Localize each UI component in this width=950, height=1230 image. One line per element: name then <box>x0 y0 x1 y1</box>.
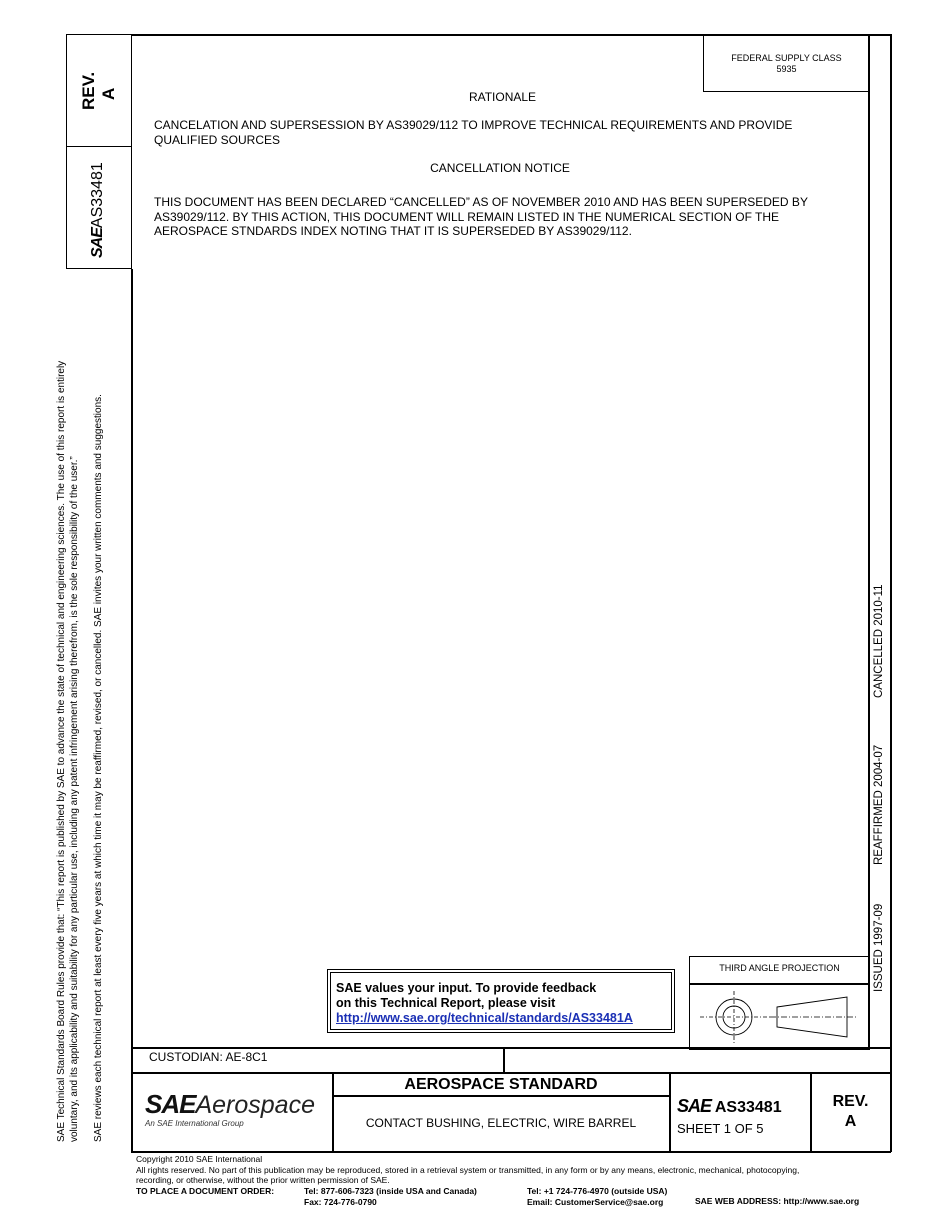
logo-sae: SAE <box>145 1089 196 1119</box>
sidebar-rev <box>79 30 119 110</box>
sidebar-rev-value: A <box>99 87 118 100</box>
sheet-info <box>677 1121 763 1136</box>
footer <box>136 1154 896 1186</box>
title-rev <box>811 1092 890 1132</box>
title-doc-id <box>677 1096 782 1117</box>
notice-line-1: THIS DOCUMENT HAS BEEN DECLARED “CANCELLED” AS OF NOVEMBER 2010 AND HAS BEEN SUPERSEDED BY <box>154 195 808 209</box>
notice-heading: CANCELLATION NOTICE <box>430 161 570 175</box>
footer-tel-us: Tel: 877-606-7323 (inside USA and Canada) <box>304 1186 477 1196</box>
projection-label: THIRD ANGLE PROJECTION <box>719 963 840 973</box>
projection-divider <box>689 983 870 985</box>
title-doc-number: AS33481 <box>714 1099 782 1116</box>
rules-text-1: SAE Technical Standards Board Rules provide that: “This report is published by SAE to advance the state of technical and engineering sciences. The use of this report is entirely <box>56 360 67 1142</box>
feedback-line-2: on this Technical Report, please visit <box>336 996 556 1010</box>
sidebar-rule <box>131 269 133 1152</box>
footer-tel-intl: Tel: +1 724-776-4970 (outside USA) <box>527 1186 668 1196</box>
notice-text <box>154 195 854 239</box>
reaffirmed-date: REAFFIRMED 2004-07 <box>873 744 885 865</box>
feedback-link[interactable]: http://www.sae.org/technical/standards/AS33481A <box>336 1011 633 1025</box>
notice-line-3: AEROSPACE STNDARDS INDEX NOTING THAT IT IS SUPERSEDED BY AS39029/112. <box>154 224 632 238</box>
footer-contact-us <box>304 1186 477 1207</box>
sae-aerospace-logo <box>145 1089 315 1120</box>
supply-class-value: 5935 <box>776 64 797 74</box>
sheet-value: 1 OF 5 <box>723 1121 764 1136</box>
sidebar-rev-label: REV. <box>79 71 98 110</box>
logo-aerospace: Aerospace <box>195 1091 315 1119</box>
footer-copyright: Copyright 2010 SAE International <box>136 1154 263 1164</box>
standard-title: AEROSPACE STANDARD <box>404 1076 598 1093</box>
footer-email[interactable]: Email: CustomerService@sae.org <box>527 1196 664 1207</box>
footer-rights-1: All rights reserved. No part of this publication may be reproduced, stored in a retrieval system or transmitted, in any form or by any means, electronic, mechanical, photocopying, <box>136 1164 800 1175</box>
sidebar-doc-id <box>88 148 108 258</box>
rationale-line-2: QUALIFIED SOURCES <box>154 132 281 147</box>
supply-class-box <box>703 34 870 92</box>
rationale-heading: RATIONALE <box>468 90 537 104</box>
footer-fax: Fax: 724-776-0790 <box>304 1196 377 1207</box>
sheet-label: SHEET <box>677 1121 721 1136</box>
footer-rights-2: recording, or otherwise, without the prior written permission of SAE. <box>136 1175 390 1185</box>
title-block-v2 <box>669 1072 671 1152</box>
footer-web[interactable]: SAE WEB ADDRESS: http://www.sae.org <box>695 1196 860 1206</box>
title-block-h1 <box>332 1095 670 1097</box>
sidebar-doc-number: AS33481 <box>89 162 106 229</box>
review-text: SAE reviews each technical report at least every five years at which time it may be reaffirmed, revised, or cancelled. SAE invites your written comments and suggestions. <box>93 394 104 1142</box>
title-sae-logo: SAE <box>677 1096 712 1116</box>
third-angle-projection-icon <box>692 987 866 1047</box>
sidebar-sae-logo: SAE <box>89 228 106 258</box>
custodian-divider <box>503 1047 505 1073</box>
title-rev-value: A <box>844 1113 857 1130</box>
title-block-top <box>131 1072 891 1074</box>
feedback-box <box>327 969 675 1033</box>
custodian-top <box>131 1047 891 1049</box>
rationale-line-1: CANCELATION AND SUPERSESSION BY AS39029/112 TO IMPROVE TECHNICAL REQUIREMENTS AND PROVIDE <box>154 118 793 132</box>
rules-text-2: voluntary, and its applicability and suitability for any particular use, including any patent infringement arising therefrom, is the sole responsibility of the user.” <box>69 456 80 1142</box>
feedback-line-1: SAE values your input. To provide feedback <box>336 981 597 995</box>
rationale-text <box>154 118 854 147</box>
cancelled-date: CANCELLED 2010-11 <box>873 584 885 698</box>
part-title: CONTACT BUSHING, ELECTRIC, WIRE BARREL <box>365 1116 637 1130</box>
frame-inner-right <box>868 34 870 1048</box>
title-block-bottom <box>131 1151 891 1153</box>
notice-line-2: AS39029/112. BY THIS ACTION, THIS DOCUMENT WILL REMAIN LISTED IN THE NUMERICAL SECTION OF THE <box>154 209 780 224</box>
supply-class-label: FEDERAL SUPPLY CLASS <box>731 53 842 63</box>
issued-date: ISSUED 1997-09 <box>873 903 885 992</box>
footer-order-label: TO PLACE A DOCUMENT ORDER: <box>136 1186 275 1196</box>
frame-right <box>890 34 892 1152</box>
logo-subtitle: An SAE International Group <box>145 1119 244 1128</box>
footer-contact-intl <box>527 1186 667 1207</box>
title-rev-label: REV. <box>832 1093 869 1110</box>
custodian: CUSTODIAN: AE-8C1 <box>149 1050 268 1064</box>
